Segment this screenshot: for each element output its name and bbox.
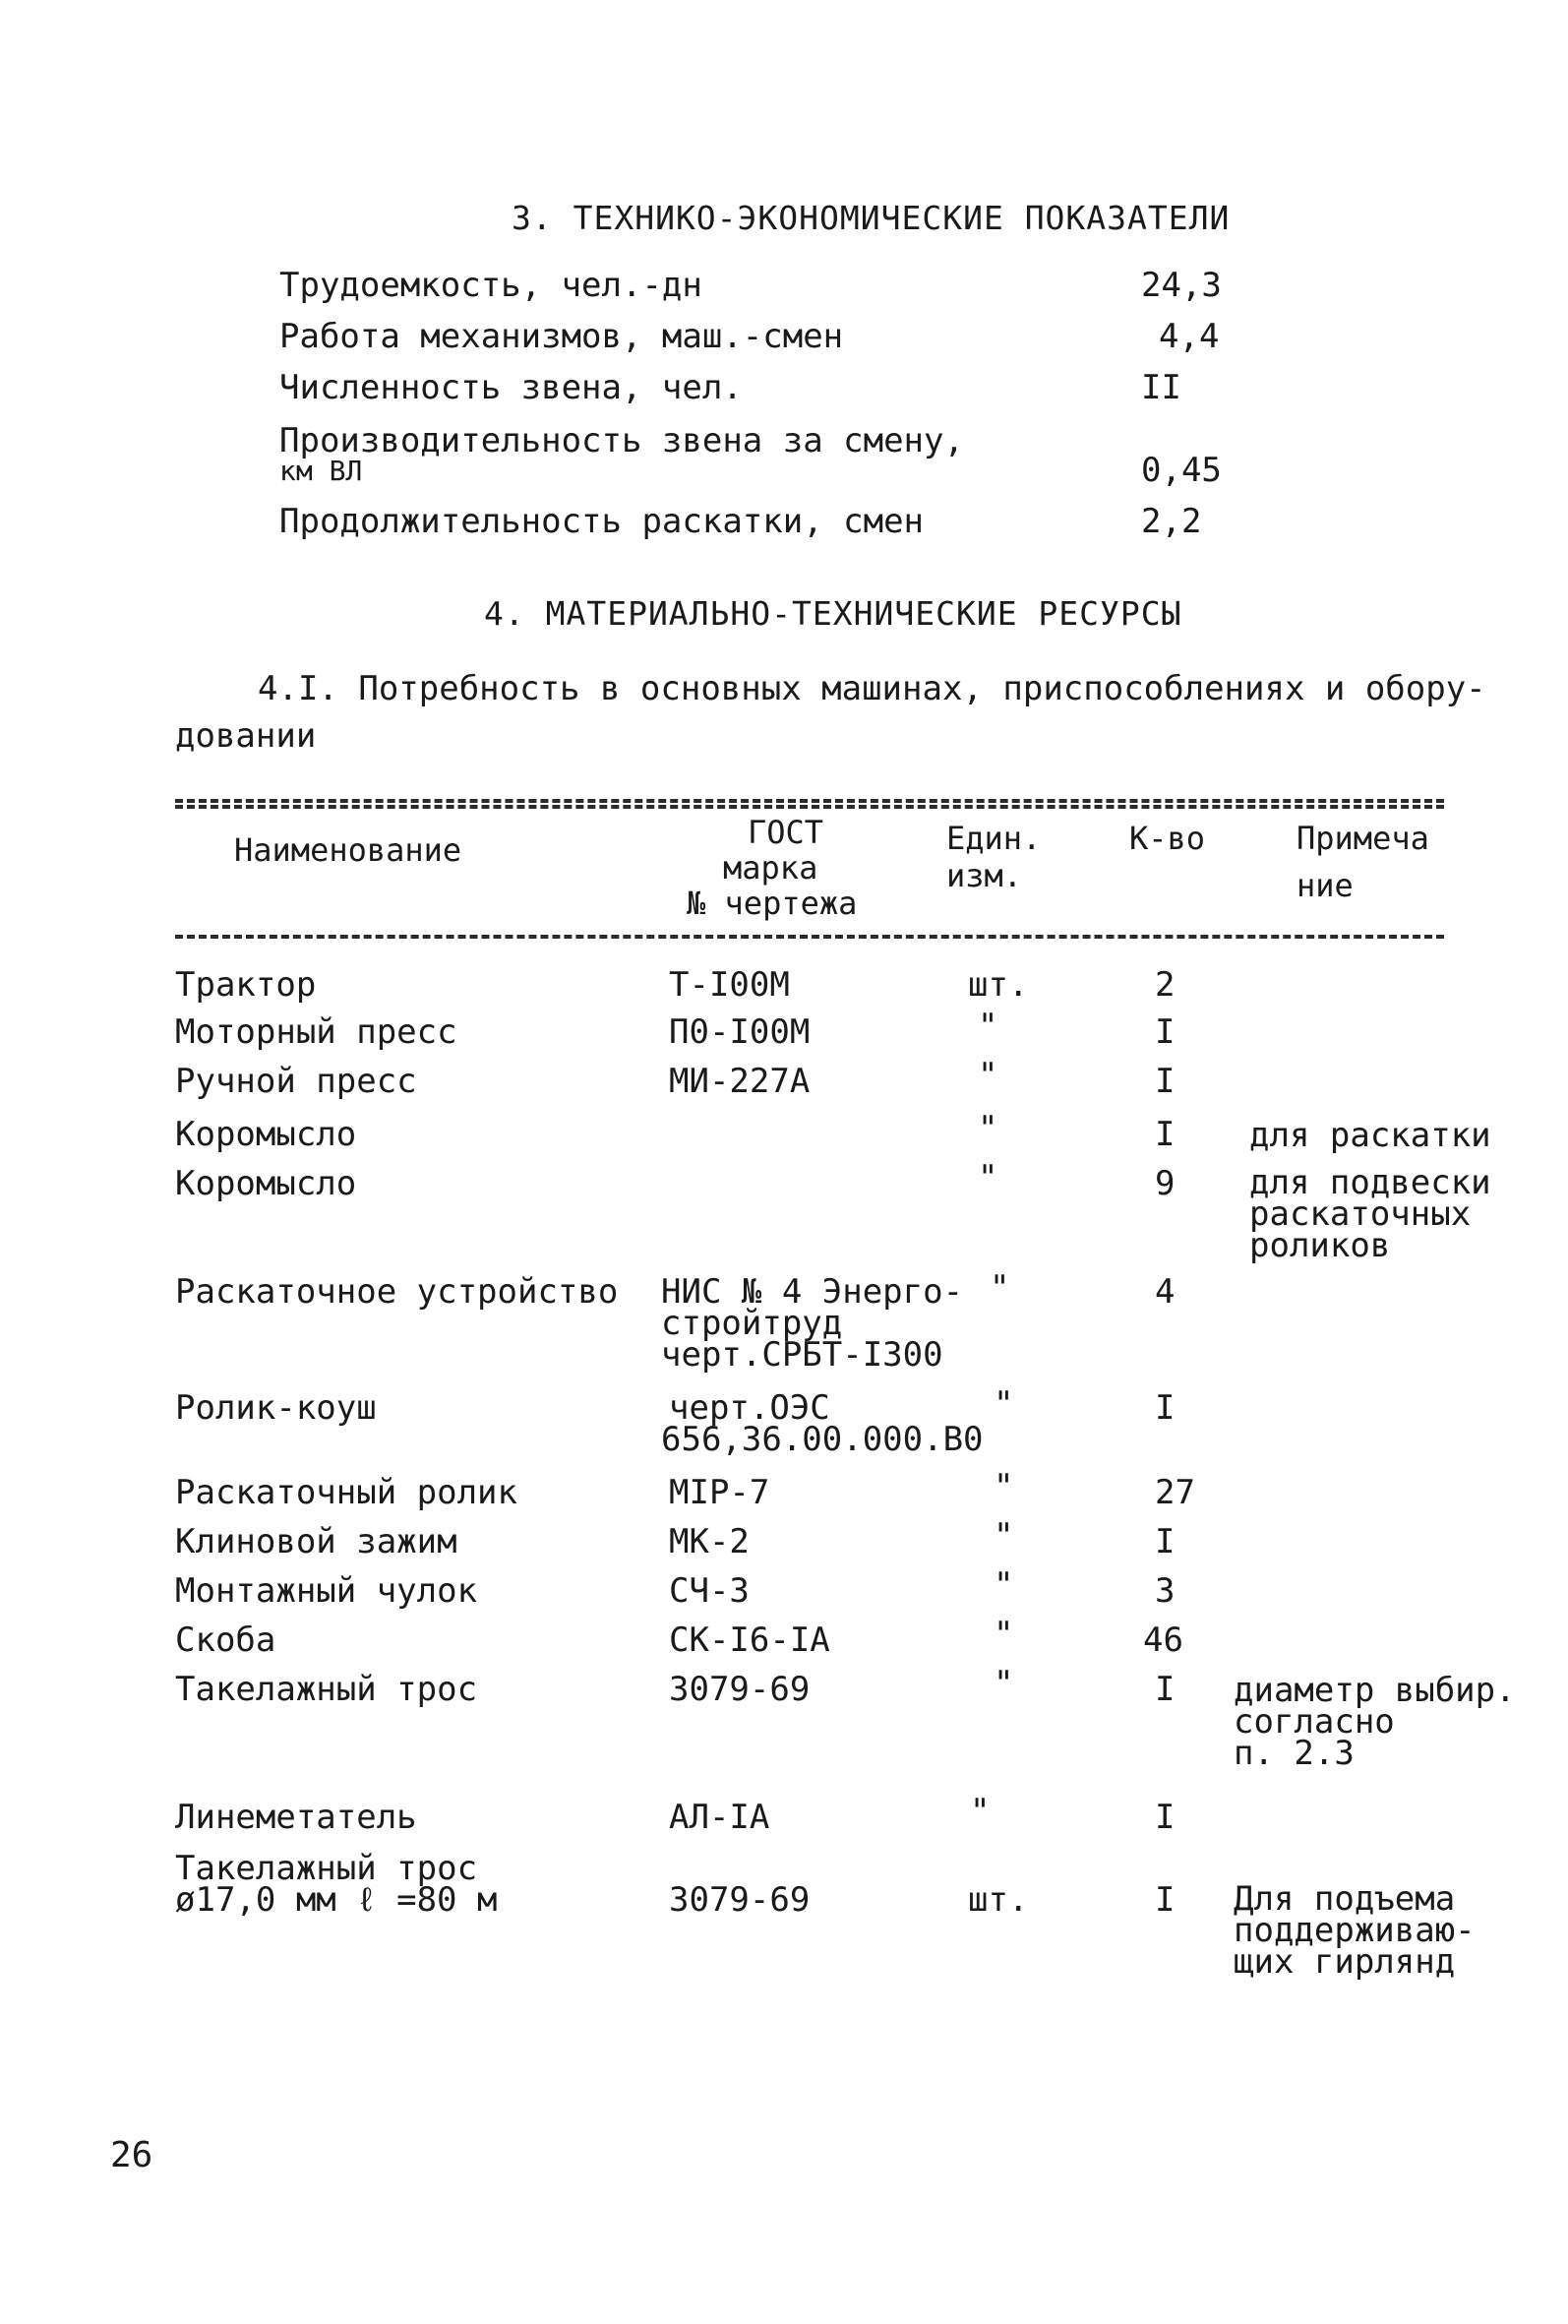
indicator-label: Численность звена, чел. xyxy=(279,368,743,407)
cell-gost: Т-I00М xyxy=(669,965,790,1005)
cell-unit: " xyxy=(994,1664,1014,1703)
cell-unit: " xyxy=(990,1268,1010,1308)
cell-unit: " xyxy=(994,1565,1014,1605)
indicator-label: Трудоемкость, чел.-дн xyxy=(279,266,702,305)
page-number: 26 xyxy=(110,2135,153,2175)
table-top-rule xyxy=(175,805,1444,809)
cell-unit: " xyxy=(994,1467,1014,1506)
cell-note: роликов xyxy=(1249,1226,1391,1265)
cell-gost: СЧ-3 xyxy=(669,1571,750,1611)
cell-qty: I xyxy=(1155,1062,1176,1101)
column-header-unit: Един. xyxy=(946,820,1042,857)
cell-unit: " xyxy=(994,1516,1014,1556)
indicator-value: 4,4 xyxy=(1159,317,1220,356)
cell-name: Линеметатель xyxy=(175,1798,417,1837)
cell-gost: 656,36.00.000.В0 xyxy=(661,1420,984,1459)
cell-gost: черт.СРБТ-I300 xyxy=(661,1335,943,1375)
cell-gost: НИС № 4 Энерго- xyxy=(661,1272,964,1312)
cell-name: Клиновой зажим xyxy=(175,1522,457,1561)
indicator-label-cont: км ВЛ xyxy=(279,455,363,487)
indicator-value: 0,45 xyxy=(1141,451,1222,490)
cell-name: Раскаточное устройство xyxy=(175,1272,619,1312)
paragraph-line: довании xyxy=(175,716,317,756)
indicator-label: Производительность звена за смену, xyxy=(279,421,964,460)
cell-name: Скоба xyxy=(175,1621,276,1660)
cell-name: Монтажный чулок xyxy=(175,1571,478,1611)
cell-gost: 3079-69 xyxy=(669,1880,811,1920)
cell-note: п. 2.3 xyxy=(1234,1734,1355,1773)
cell-unit: " xyxy=(978,1007,998,1046)
cell-note: диаметр выбир. xyxy=(1234,1671,1516,1710)
cell-gost: 3079-69 xyxy=(669,1670,811,1709)
cell-unit: " xyxy=(994,1384,1014,1424)
indicator-value: II xyxy=(1141,368,1181,407)
cell-unit: " xyxy=(970,1792,991,1831)
cell-qty: I xyxy=(1155,1012,1176,1052)
cell-unit: шт. xyxy=(968,965,1029,1005)
cell-qty: I xyxy=(1155,1798,1176,1837)
cell-gost: МК-2 xyxy=(669,1522,750,1561)
cell-note: раскаточных xyxy=(1249,1194,1472,1234)
cell-note: Для подъема xyxy=(1234,1879,1456,1919)
cell-qty: I xyxy=(1155,1670,1176,1709)
column-header-qty: К-во xyxy=(1129,820,1206,857)
indicator-value: 24,3 xyxy=(1141,266,1222,305)
cell-qty: I xyxy=(1155,1388,1176,1428)
indicator-label: Работа механизмов, маш.-смен xyxy=(279,317,844,356)
cell-note: для подвески xyxy=(1249,1163,1491,1202)
column-header-unit: изм. xyxy=(946,857,1023,894)
table-header-rule xyxy=(175,935,1444,939)
cell-unit: " xyxy=(994,1615,1014,1654)
cell-gost: МIР-7 xyxy=(669,1473,770,1512)
cell-qty: 4 xyxy=(1155,1272,1176,1312)
cell-name: Ручной пресс xyxy=(175,1062,417,1101)
column-header-gost: ГОСТ xyxy=(748,814,824,851)
cell-gost: П0-I00М xyxy=(669,1012,811,1052)
cell-qty: 9 xyxy=(1155,1164,1176,1203)
cell-qty: I xyxy=(1155,1115,1176,1154)
section-4-title: 4. МАТЕРИАЛЬНО-ТЕХНИЧЕСКИЕ РЕСУРСЫ xyxy=(484,594,1182,633)
cell-name: Моторный пресс xyxy=(175,1012,457,1052)
cell-gost: АЛ-IА xyxy=(669,1798,770,1837)
cell-unit: " xyxy=(978,1158,998,1197)
section-3-title: 3. ТЕХНИКО-ЭКОНОМИЧЕСКИЕ ПОКАЗАТЕЛИ xyxy=(512,199,1231,237)
cell-unit: " xyxy=(978,1056,998,1095)
cell-name: Такелажный трос xyxy=(175,1670,478,1709)
cell-qty: 27 xyxy=(1155,1473,1195,1512)
cell-gost: СК-I6-IА xyxy=(669,1621,830,1660)
cell-note: щих гирлянд xyxy=(1234,1942,1456,1982)
cell-qty: I xyxy=(1155,1880,1176,1920)
cell-qty: 46 xyxy=(1143,1621,1183,1660)
cell-qty: I xyxy=(1155,1522,1176,1561)
cell-qty: 3 xyxy=(1155,1571,1176,1611)
indicator-label: Продолжительность раскатки, смен xyxy=(279,502,925,541)
cell-name: Коромысло xyxy=(175,1164,357,1203)
cell-name: Коромысло xyxy=(175,1115,357,1154)
column-header-gost: марка xyxy=(723,849,818,887)
cell-qty: 2 xyxy=(1155,965,1176,1005)
cell-name: Трактор xyxy=(175,965,317,1005)
column-header-note: ние xyxy=(1297,867,1354,904)
indicator-value: 2,2 xyxy=(1141,502,1202,541)
cell-note: согласно xyxy=(1234,1702,1395,1742)
table-top-rule xyxy=(175,799,1444,803)
cell-gost: стройтруд xyxy=(661,1304,843,1343)
cell-note: для раскатки xyxy=(1249,1116,1491,1155)
cell-gost: черт.ОЭС xyxy=(669,1388,830,1428)
cell-name: Такелажный трос xyxy=(175,1849,478,1888)
column-header-name: Наименование xyxy=(234,831,462,869)
cell-name: ø17,0 мм ℓ =80 м xyxy=(175,1880,498,1920)
cell-unit: " xyxy=(978,1109,998,1148)
paragraph-line: 4.I. Потребность в основных машинах, приспособлениях и обору- xyxy=(258,669,1486,708)
cell-note: поддерживаю- xyxy=(1234,1911,1476,1950)
cell-unit: шт. xyxy=(968,1880,1029,1920)
cell-name: Ролик-коуш xyxy=(175,1388,377,1428)
column-header-gost: № чертежа xyxy=(687,885,858,922)
column-header-note: Примеча xyxy=(1297,820,1429,857)
cell-gost: МИ-227А xyxy=(669,1062,811,1101)
cell-name: Раскаточный ролик xyxy=(175,1473,517,1512)
